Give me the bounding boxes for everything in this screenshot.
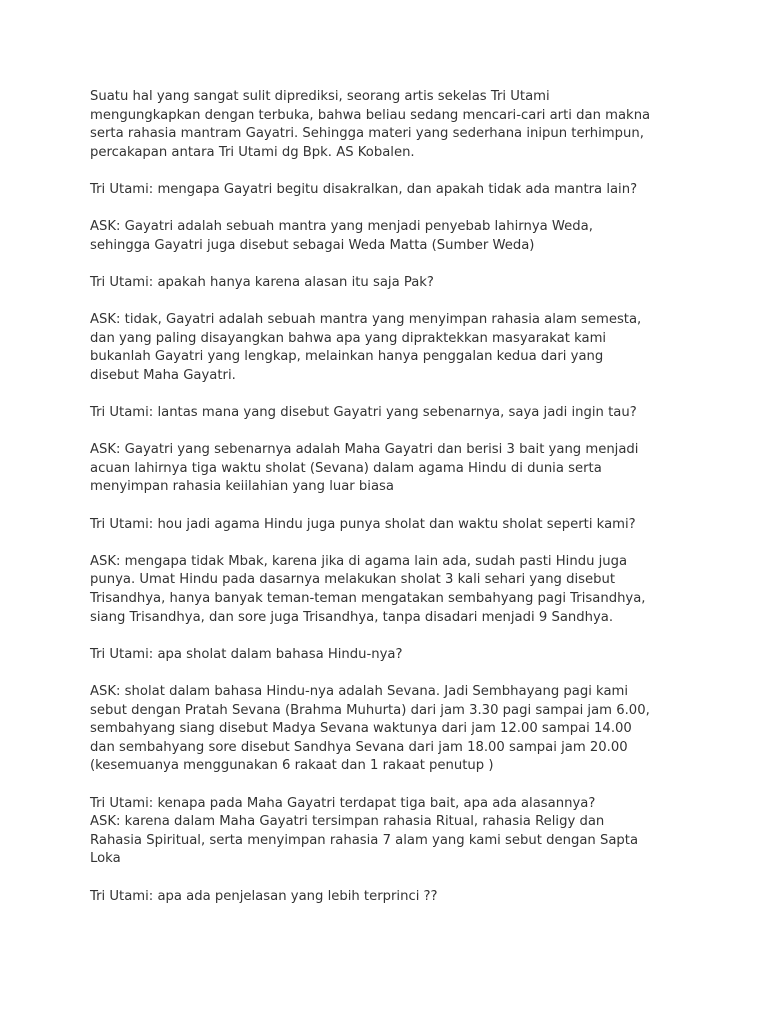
paragraph-question-6: Tri Utami: kenapa pada Maha Gayatri terdapat tiga bait, apa ada alasannya? bbox=[90, 795, 596, 811]
paragraph-question-1: Tri Utami: mengapa Gayatri begitu disakralkan, dan apakah tidak ada mantra lain? bbox=[90, 181, 638, 197]
paragraph-answer-1: ASK: Gayatri adalah sebuah mantra yang menjadi penyebab lahirnya Weda, sehingga Gayatri juga disebut sebagai Weda Matta (Sumber Weda) bbox=[90, 219, 593, 253]
paragraph-answer-3: ASK: Gayatri yang sebenarnya adalah Maha Gayatri dan berisi 3 bait yang menjadi acuan lahirnya tiga waktu sholat (Sevana) dalam agama Hindu di dunia serta menyimpan rahasia keiilahian yang luar biasa bbox=[90, 442, 639, 495]
paragraph-answer-6: ASK: karena dalam Maha Gayatri tersimpan rahasia Ritual, rahasia Religy dan Rahasia Spiritual, serta menyimpan rahasia 7 alam yang kami sebut dengan Sapta Loka bbox=[90, 814, 639, 867]
paragraph-question-4: Tri Utami: hou jadi agama Hindu juga punya sholat dan waktu sholat seperti kami? bbox=[90, 516, 636, 532]
paragraph-question-5: Tri Utami: apa sholat dalam bahasa Hindu-nya? bbox=[90, 646, 403, 662]
paragraph-answer-2: ASK: tidak, Gayatri adalah sebuah mantra yang menyimpan rahasia alam semesta, dan yang paling disayangkan bahwa apa yang dipraktekkan masyarakat kami bukanlah Gayatri yang lengkap, melainkan hanya penggalan kedua dari yang disebut Maha Gayatri. bbox=[90, 312, 642, 383]
paragraph-question-2: Tri Utami: apakah hanya karena alasan itu saja Pak? bbox=[90, 274, 434, 290]
paragraph-answer-4: ASK: mengapa tidak Mbak, karena jika di agama lain ada, sudah pasti Hindu juga punya. Umat Hindu pada dasarnya melakukan sholat 3 kali sehari yang disebut Trisandhya, hanya banyak teman-teman mengatakan sembahyang pagi Trisandhya, siang Trisandhya, dan sore juga Trisandhya, tanpa disadari menjadi 9 Sandhya. bbox=[90, 553, 646, 625]
paragraph-question-7: Tri Utami: apa ada penjelasan yang lebih terprinci ?? bbox=[90, 888, 438, 904]
paragraph-intro: Suatu hal yang sangat sulit diprediksi, seorang artis sekelas Tri Utami mengungkapkan dengan terbuka, bahwa beliau sedang mencari-cari arti dan makna serta rahasia mantram Gayatri. Sehingga materi yang sederhana inipun terhimpun, percakapan antara Tri Utami dg Bpk. AS Kobalen. bbox=[90, 89, 651, 160]
document-body bbox=[90, 88, 700, 925]
paragraph-answer-5: ASK: sholat dalam bahasa Hindu-nya adalah Sevana. Jadi Sembhayang pagi kami sebut dengan Pratah Sevana (Brahma Muhurta) dari jam 3.30 pagi sampai jam 6.00, sembahyang siang disebut Madya Sevana waktunya dari jam 12.00 sampai 14.00 dan sembahyang sore disebut Sandhya Sevana dari jam 18.00 sampai jam 20.00 (kesemuanya menggunakan 6 rakaat dan 1 rakaat penutup ) bbox=[90, 684, 650, 774]
paragraph-question-3: Tri Utami: lantas mana yang disebut Gayatri yang sebenarnya, saya jadi ingin tau? bbox=[90, 405, 637, 421]
